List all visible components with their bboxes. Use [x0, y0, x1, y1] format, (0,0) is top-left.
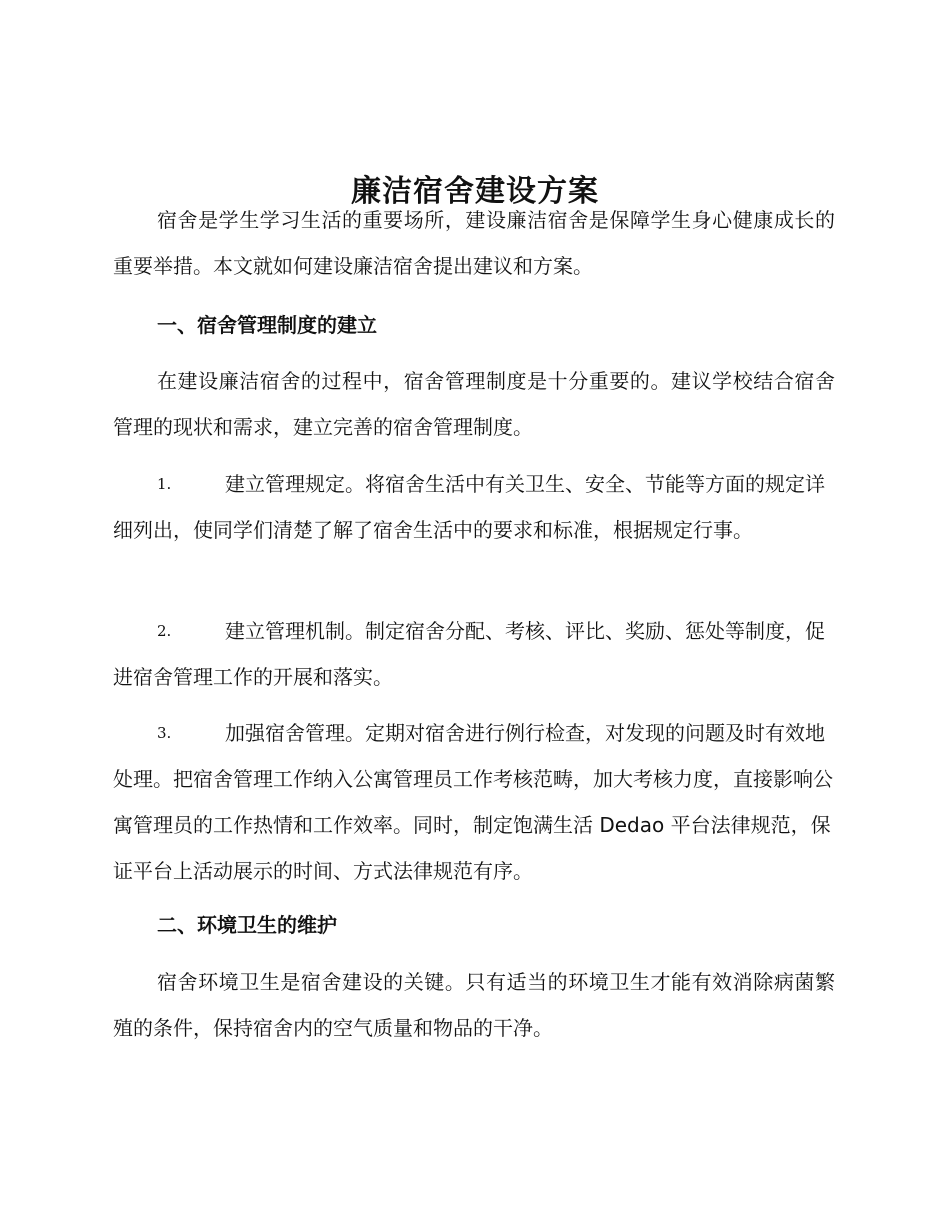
section-2-body: 宿舍环境卫生是宿舍建设的关键。只有适当的环境卫生才能有效消除病菌繁殖的条件，保持宿舍内的空气质量和物品的干净。 [113, 970, 835, 1040]
section-1-heading: 一、宿舍管理制度的建立 [157, 313, 377, 337]
list-item-text: 建立管理机制。制定宿舍分配、考核、评比、奖励、惩处等制度，促进宿舍管理工作的开展和落实。 [113, 619, 825, 689]
list-item-text: 加强宿舍管理。定期对宿舍进行例行检查，对发现的问题及时有效地处理。把宿舍管理工作纳入公寓管理员工作考核范畴，加大考核力度，直接影响公寓管理员的工作热情和工作效率。同时，制定饱满生活 Dedao 平台法律规范，保证平台上活动展示的时间、方式法律规范有序。 [113, 721, 833, 883]
list-item-text: 建立管理规定。将宿舍生活中有关卫生、安全、节能等方面的规定详细列出，使同学们清楚了解了宿舍生活中的要求和标准，根据规定行事。 [113, 472, 825, 542]
document-title: 廉洁宿舍建设方案 [351, 174, 599, 210]
list-item [113, 608, 835, 700]
list-item [113, 461, 835, 553]
section-2-heading: 二、环境卫生的维护 [157, 913, 337, 937]
intro-paragraph: 宿舍是学生学习生活的重要场所，建设廉洁宿舍是保障学生身心健康成长的重要举措。本文就如何建设廉洁宿舍提出建议和方案。 [113, 208, 835, 278]
list-item-number: 2. [157, 622, 172, 640]
list-item-number: 3. [157, 724, 172, 742]
section-1-body: 在建设廉洁宿舍的过程中，宿舍管理制度是十分重要的。建议学校结合宿舍管理的现状和需求，建立完善的宿舍管理制度。 [113, 369, 835, 439]
list-item [113, 710, 835, 894]
list-item-number: 1. [157, 475, 172, 493]
